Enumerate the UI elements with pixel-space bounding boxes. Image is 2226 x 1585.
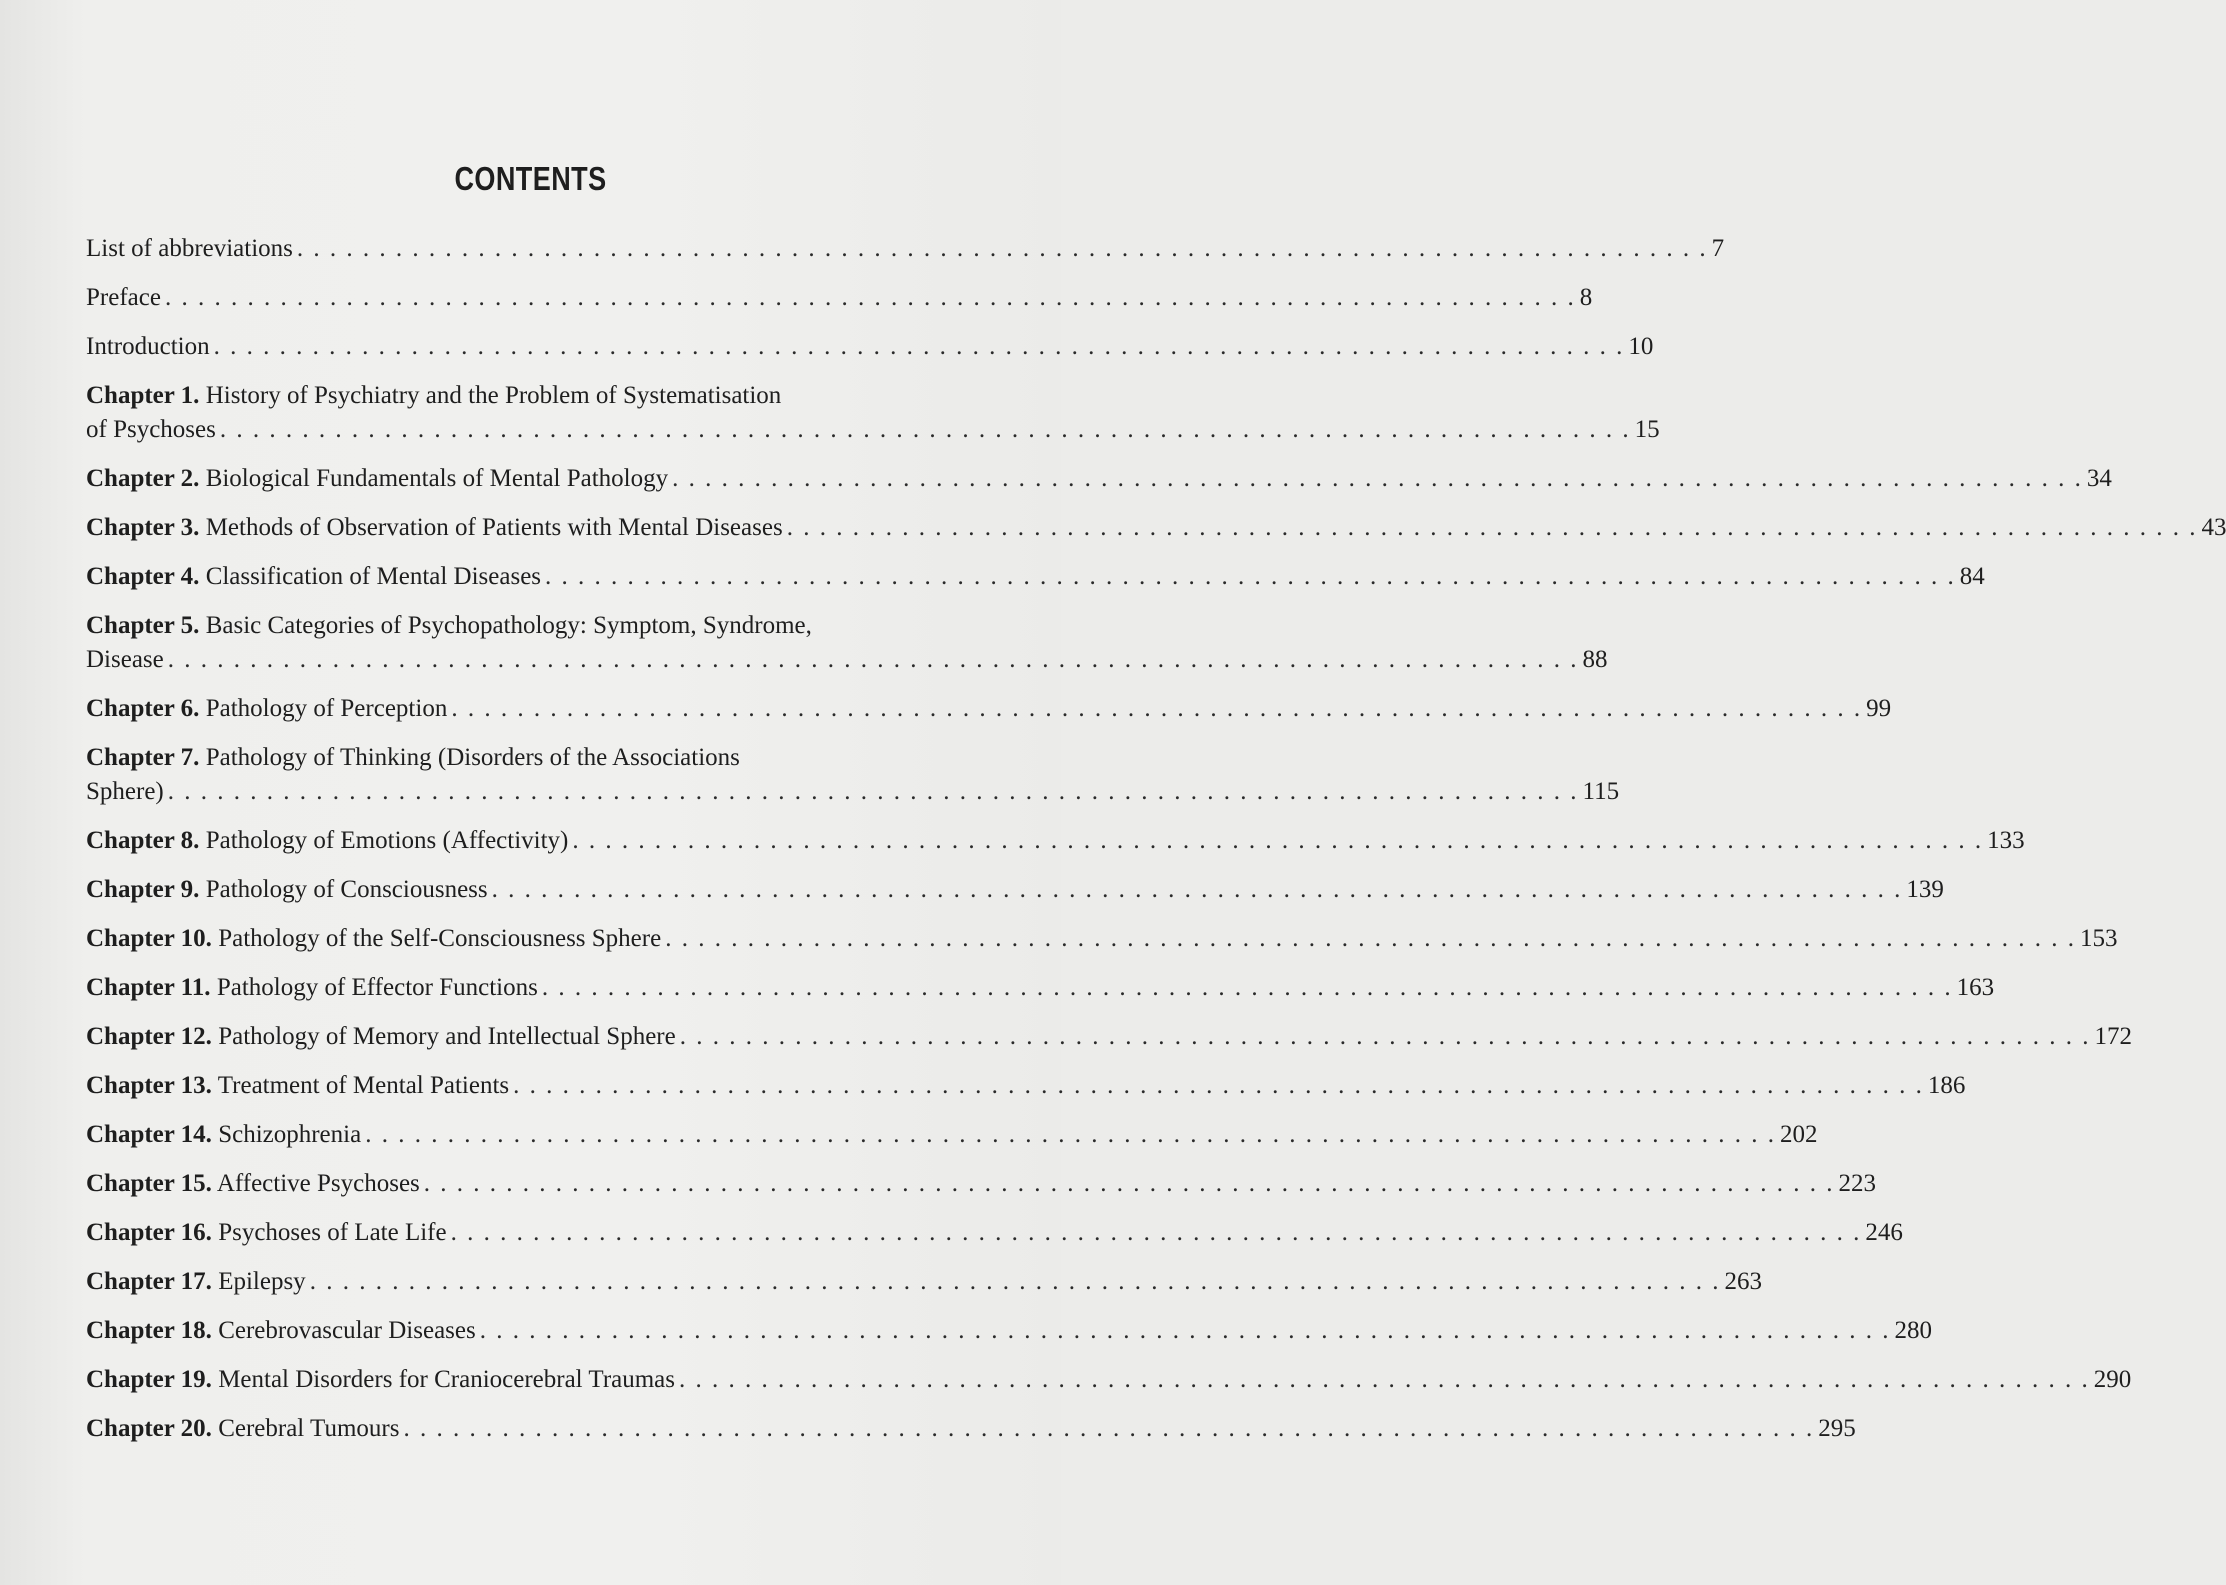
entry-title: Pathology of Perception [205,695,448,722]
dot-leader: . . . . . . . . . . . . . . . . . . . . . . . . . . . . . . . . . . . . . . . . . . . . . . . . . . . . . . . . . . . . . . . . . . . . . . . . . . . . . . . . . . . . . . [167,778,1579,805]
dot-leader: . . . . . . . . . . . . . . . . . . . . . . . . . . . . . . . . . . . . . . . . . . . . . . . . . . . . . . . . . . . . . . . . . . . . . . . . . . . . . . . . . . . . . . [513,1072,1924,1099]
dot-leader: . . . . . . . . . . . . . . . . . . . . . . . . . . . . . . . . . . . . . . . . . . . . . . . . . . . . . . . . . . . . . . . . . . . . . . . . . . . . . . . . . . . . . . [545,563,1956,590]
dot-leader: . . . . . . . . . . . . . . . . . . . . . . . . . . . . . . . . . . . . . . . . . . . . . . . . . . . . . . . . . . . . . . . . . . . . . . . . . . . . . . . . . . . . . . [786,514,2198,541]
toc-entry [86,560,1985,594]
entry-title: Cerebral Tumours [218,1415,400,1442]
chapter-number: Chapter 10. [86,925,212,952]
chapter-number: Chapter 12. [86,1023,212,1050]
toc-entry [86,971,1995,1005]
dot-leader: . . . . . . . . . . . . . . . . . . . . . . . . . . . . . . . . . . . . . . . . . . . . . . . . . . . . . . . . . . . . . . . . . . . . . . . . . . . . . . . . . . . . . . [541,974,1953,1001]
page-number: 246 [1865,1219,1903,1246]
chapter-number: Chapter 5. [86,612,200,639]
entry-title: Mental Disorders for Craniocerebral Traumas [218,1366,676,1393]
toc-entry [86,741,1620,809]
table-of-contents [86,232,2226,1461]
toc-entry [86,824,2025,858]
entry-title: of Psychoses [86,416,216,443]
entry-title: List of abbreviations [86,235,293,262]
page-number: 15 [1634,416,1660,443]
entry-title: Classification of Mental Diseases [205,563,542,590]
toc-entry [86,281,1593,315]
dot-leader: . . . . . . . . . . . . . . . . . . . . . . . . . . . . . . . . . . . . . . . . . . . . . . . . . . . . . . . . . . . . . . . . . . . . . . . . . . . . . . . . . . . . . . [423,1170,1835,1197]
entry-title: Basic Categories of Psychopathology: Symptom, Syndrome, [205,612,812,639]
entry-title: Methods of Observation of Patients with Mental Diseases [205,514,783,541]
toc-entry [86,1314,1932,1348]
toc-entry [86,462,2112,496]
page-number: 7 [1711,235,1725,262]
dot-leader: . . . . . . . . . . . . . . . . . . . . . . . . . . . . . . . . . . . . . . . . . . . . . . . . . . . . . . . . . . . . . . . . . . . . . . . . . . . . . . . . . . . . . . [309,1268,1721,1295]
entry-title: Treatment of Mental Patients [217,1072,510,1099]
chapter-number: Chapter 20. [86,1415,212,1442]
entry-title: Pathology of the Self-Consciousness Sphere [218,925,662,952]
entry-title: Affective Psychoses [216,1170,420,1197]
toc-entry [86,922,2118,956]
entry-title: Epilepsy [218,1268,306,1295]
dot-leader: . . . . . . . . . . . . . . . . . . . . . . . . . . . . . . . . . . . . . . . . . . . . . . . . . . . . . . . . . . . . . . . . . . . . . . . . . . . . . . . . . . . . . . [672,465,2083,492]
chapter-number: Chapter 19. [86,1366,212,1393]
page-number: 8 [1579,284,1593,311]
chapter-number: Chapter 14. [86,1121,212,1148]
page-number: 202 [1779,1121,1818,1148]
dot-leader: . . . . . . . . . . . . . . . . . . . . . . . . . . . . . . . . . . . . . . . . . . . . . . . . . . . . . . . . . . . . . . . . . . . . . . . . . . . . . . . . . . . . . . [365,1121,1776,1148]
chapter-number: Chapter 17. [86,1268,212,1295]
chapter-number: Chapter 2. [86,465,200,492]
entry-title: History of Psychiatry and the Problem of Systematisation [205,382,782,409]
toc-entry [86,232,1725,266]
page-title: CONTENTS [454,160,607,197]
toc-entry [86,1265,1762,1299]
dot-leader: . . . . . . . . . . . . . . . . . . . . . . . . . . . . . . . . . . . . . . . . . . . . . . . . . . . . . . . . . . . . . . . . . . . . . . . . . . . . . . . . . . . . . . [451,695,1863,722]
chapter-number: Chapter 4. [86,563,200,590]
dot-leader: . . . . . . . . . . . . . . . . . . . . . . . . . . . . . . . . . . . . . . . . . . . . . . . . . . . . . . . . . . . . . . . . . . . . . . . . . . . . . . . . . . . . . . [164,284,1576,311]
dot-leader: . . . . . . . . . . . . . . . . . . . . . . . . . . . . . . . . . . . . . . . . . . . . . . . . . . . . . . . . . . . . . . . . . . . . . . . . . . . . . . . . . . . . . . [213,333,1625,360]
chapter-number: Chapter 18. [86,1317,212,1344]
toc-entry [86,609,1608,677]
toc-entry [86,1020,2132,1054]
entry-title: Cerebrovascular Diseases [218,1317,476,1344]
dot-leader: . . . . . . . . . . . . . . . . . . . . . . . . . . . . . . . . . . . . . . . . . . . . . . . . . . . . . . . . . . . . . . . . . . . . . . . . . . . . . . . . . . . . . . [479,1317,1891,1344]
toc-entry [86,1216,1903,1250]
page-number: 186 [1927,1072,1966,1099]
dot-leader: . . . . . . . . . . . . . . . . . . . . . . . . . . . . . . . . . . . . . . . . . . . . . . . . . . . . . . . . . . . . . . . . . . . . . . . . . . . . . . . . . . . . . . [679,1023,2091,1050]
entry-title: Pathology of Memory and Intellectual Sphere [218,1023,676,1050]
toc-entry [86,1412,1856,1446]
page-number: 153 [2079,925,2118,952]
entry-title: Disease [86,646,164,673]
page-number: 43 [2201,514,2226,541]
dot-leader: . . . . . . . . . . . . . . . . . . . . . . . . . . . . . . . . . . . . . . . . . . . . . . . . . . . . . . . . . . . . . . . . . . . . . . . . . . . . . . . . . . . . . . [450,1219,1862,1246]
entry-title: Biological Fundamentals of Mental Pathology [205,465,669,492]
dot-leader: . . . . . . . . . . . . . . . . . . . . . . . . . . . . . . . . . . . . . . . . . . . . . . . . . . . . . . . . . . . . . . . . . . . . . . . . . . . . . . . . . . . . . . [219,416,1631,443]
page-number: 172 [2094,1023,2132,1050]
chapter-number: Chapter 7. [86,744,200,771]
entry-title: Schizophrenia [218,1121,362,1148]
entry-title: Pathology of Thinking (Disorders of the Associations [205,744,740,771]
entry-title: Pathology of Consciousness [205,876,488,903]
chapter-number: Chapter 15. [86,1170,212,1197]
page-number: 10 [1628,333,1654,360]
chapter-number: Chapter 16. [86,1219,212,1246]
page-number: 223 [1838,1170,1877,1197]
entry-title: Pathology of Effector Functions [216,974,538,1001]
toc-entry [86,1363,2132,1397]
chapter-number: Chapter 3. [86,514,200,541]
page-number: 290 [2093,1366,2132,1393]
page-number: 88 [1582,646,1608,673]
chapter-number: Chapter 6. [86,695,200,722]
page-number: 84 [1959,563,1985,590]
page-number: 34 [2086,465,2112,492]
toc-entry [86,379,1660,447]
toc-entry [86,692,1892,726]
page-number: 139 [1906,876,1944,903]
toc-entry [86,511,2226,545]
dot-leader: . . . . . . . . . . . . . . . . . . . . . . . . . . . . . . . . . . . . . . . . . . . . . . . . . . . . . . . . . . . . . . . . . . . . . . . . . . . . . . . . . . . . . . [679,1366,2090,1393]
dot-leader: . . . . . . . . . . . . . . . . . . . . . . . . . . . . . . . . . . . . . . . . . . . . . . . . . . . . . . . . . . . . . . . . . . . . . . . . . . . . . . . . . . . . . . [296,235,1708,262]
chapter-number: Chapter 11. [86,974,211,1001]
page-number: 295 [1818,1415,1856,1442]
toc-entry [86,1167,1877,1201]
page-number: 263 [1724,1268,1762,1295]
page-number: 163 [1956,974,1995,1001]
page-number: 99 [1866,695,1892,722]
chapter-number: Chapter 9. [86,876,200,903]
entry-title: Psychoses of Late Life [218,1219,447,1246]
toc-entry [86,1069,1966,1103]
dot-leader: . . . . . . . . . . . . . . . . . . . . . . . . . . . . . . . . . . . . . . . . . . . . . . . . . . . . . . . . . . . . . . . . . . . . . . . . . . . . . . . . . . . . . . [572,827,1984,854]
chapter-number: Chapter 1. [86,382,200,409]
page-number: 280 [1894,1317,1932,1344]
entry-title: Pathology of Emotions (Affectivity) [205,827,569,854]
entry-title: Preface [86,284,161,311]
entry-title: Sphere) [86,778,164,805]
toc-entry [86,330,1654,364]
dot-leader: . . . . . . . . . . . . . . . . . . . . . . . . . . . . . . . . . . . . . . . . . . . . . . . . . . . . . . . . . . . . . . . . . . . . . . . . . . . . . . . . . . . . . . [665,925,2076,952]
entry-title: Introduction [86,333,210,360]
page-number: 133 [1987,827,2025,854]
chapter-number: Chapter 13. [86,1072,212,1099]
toc-entry [86,873,1944,907]
dot-leader: . . . . . . . . . . . . . . . . . . . . . . . . . . . . . . . . . . . . . . . . . . . . . . . . . . . . . . . . . . . . . . . . . . . . . . . . . . . . . . . . . . . . . . [167,646,1579,673]
dot-leader: . . . . . . . . . . . . . . . . . . . . . . . . . . . . . . . . . . . . . . . . . . . . . . . . . . . . . . . . . . . . . . . . . . . . . . . . . . . . . . . . . . . . . . [403,1415,1815,1442]
page-number: 115 [1582,778,1620,805]
toc-entry [86,1118,1818,1152]
dot-leader: . . . . . . . . . . . . . . . . . . . . . . . . . . . . . . . . . . . . . . . . . . . . . . . . . . . . . . . . . . . . . . . . . . . . . . . . . . . . . . . . . . . . . . [491,876,1903,903]
chapter-number: Chapter 8. [86,827,200,854]
